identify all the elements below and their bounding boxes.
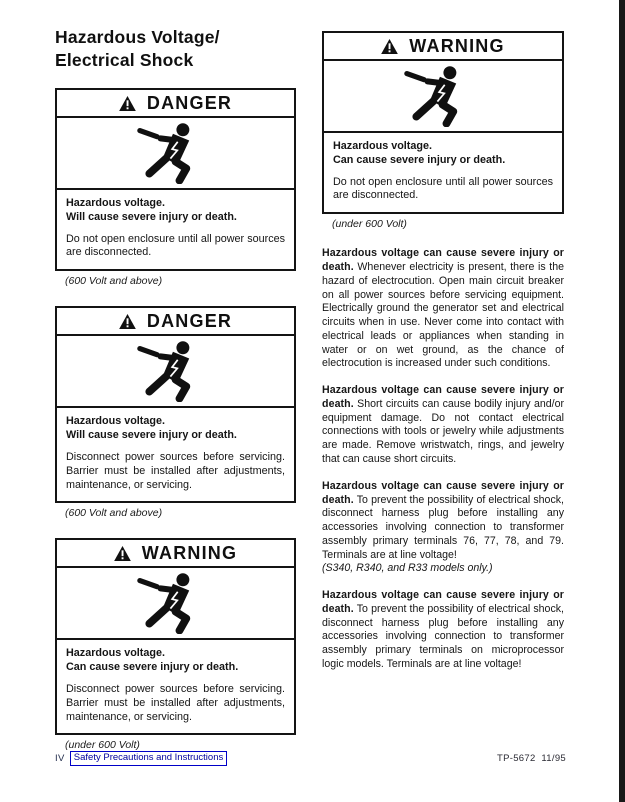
voltage-caption: (600 Volt and above) [65,507,163,520]
electric-shock-icon [128,340,224,402]
danger-box-1-message [57,190,294,269]
scan-edge-shadow [619,0,625,802]
avoidance-text: Disconnect power sources before servicing. Barrier must be installed after adjustments, maintenance, or servicing. [66,682,285,723]
avoidance-text: Disconnect power sources before servicing. Barrier must be installed after adjustments, maintenance, or servicing. [66,450,285,491]
voltage-caption: (600 Volt and above) [65,275,163,288]
paragraph-lead: Hazardous voltage can cause severe injury or death. [322,384,564,410]
paragraph-text: To prevent the possibility of electrical shock, disconnect harness plug before installing any accessories involving connection to transformer assembly primary terminals on microprocessor logic models. Terminals are at line voltage! [322,602,564,670]
hazard-statement: Hazardous voltage. [333,140,432,152]
electric-shock-icon [395,65,491,127]
page-footer [55,750,566,766]
signal-word: DANGER [146,92,233,113]
body-paragraph [322,480,564,576]
consequence-statement: Can cause severe injury or death. [66,661,239,674]
section-link[interactable]: Safety Precautions and Instructions [70,751,227,766]
hazard-statement: Hazardous voltage. [66,197,165,209]
danger-box-1 [55,88,296,271]
danger-box-2-pictogram [57,336,294,408]
voltage-caption: (under 600 Volt) [332,218,407,231]
signal-word: WARNING [141,542,238,563]
danger-box-2-message [57,408,294,501]
body-paragraph [322,384,564,467]
paragraph-lead: Hazardous voltage can cause severe injury or death. [322,479,564,506]
warning-box-left [55,538,296,735]
consequence-statement: Will cause severe injury or death. [66,429,237,442]
page-title-line2: Electrical Shock [55,50,194,71]
warning-box-right-message [324,133,562,212]
voltage-caption: (under 600 Volt) [65,739,140,752]
page-title-line1: Hazardous Voltage/ [55,27,220,47]
warning-box-right [322,31,564,214]
paragraph-lead: Hazardous voltage can cause severe injury or death. [322,589,564,615]
avoidance-text: Do not open enclosure until all power sources are disconnected. [66,232,285,259]
danger-box-2-header [57,308,294,336]
avoidance-text: Do not open enclosure until all power sources are disconnected. [333,175,553,202]
left-column [55,88,296,751]
warning-box-left-pictogram [57,568,294,640]
consequence-statement: Can cause severe injury or death. [333,153,506,166]
hazard-statement: Hazardous voltage. [66,415,165,428]
hazard-statement: Hazardous voltage. [66,647,165,660]
warning-box-right-header [324,33,562,61]
danger-box-1-header [57,90,294,118]
document-number: TP-5672 11/95 [497,752,566,764]
warning-box-left-header [57,540,294,568]
model-applicability-note: (S340, R340, and R33 models only.) [322,562,493,575]
paragraph-lead: Hazardous voltage can cause severe injury or death. [322,247,564,274]
warning-triangle-icon [381,39,398,54]
paragraph-text: Short circuits can cause bodily injury and/or equipment damage. Do not contact electrical connections with tools or jewelry while adjustments are made. Remove wristwatch, rings, and jewelry that can cause short circuits. [322,397,564,465]
consequence-statement: Will cause severe injury or death. [66,210,237,223]
warning-box-left-message [57,640,294,733]
body-paragraph [322,247,564,371]
body-paragraph [322,589,564,672]
danger-box-2 [55,306,296,503]
warning-triangle-icon [114,546,131,561]
page-number: IV [55,752,65,764]
warning-box-right-pictogram [324,61,562,133]
electric-shock-icon [128,572,224,634]
page-title [55,26,305,72]
signal-word: WARNING [409,35,505,56]
paragraph-text: To prevent the possibility of electrical shock, disconnect harness plug before installing any accessories involving connection to transformer assembly primary terminals 76, 77, 78, and 79. Terminals are at line voltage! [322,493,564,561]
warning-triangle-icon [119,96,136,111]
danger-box-1-pictogram [57,118,294,190]
warning-triangle-icon [119,314,136,329]
paragraph-text: Whenever electricity is present, there is the hazard of electrocution. Open main circuit breaker on all power sources before servicing equipment. Electrically ground the generator set and electrical circuits when in use. Never come into contact with electrical leads or appliances when standing in water or on wet ground, as the chance of electrocution is increased under such conditions. [322,261,564,370]
signal-word: DANGER [146,310,233,331]
electric-shock-icon [128,122,224,184]
right-column [322,31,564,672]
